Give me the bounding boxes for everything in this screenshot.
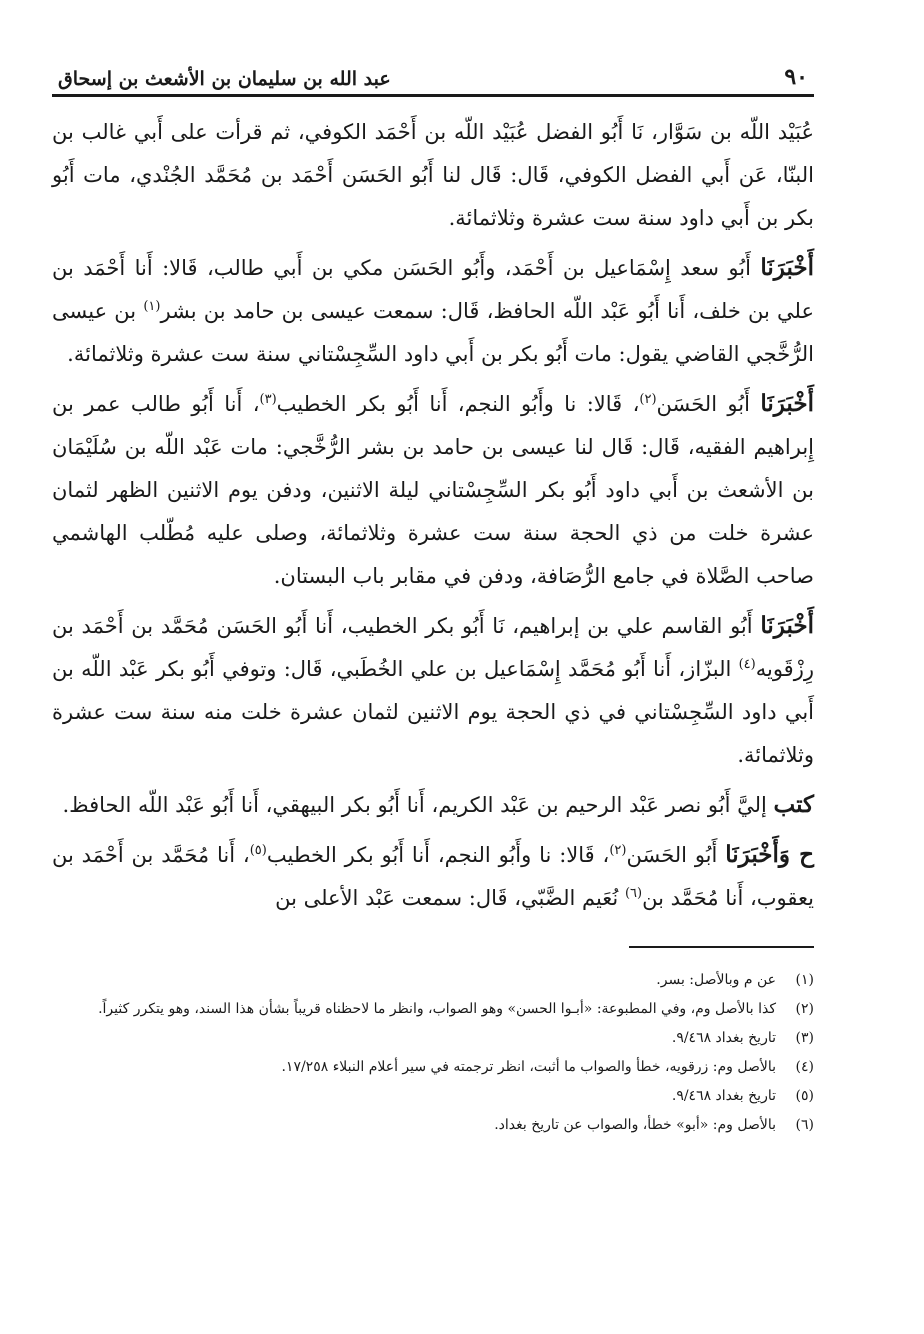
paragraph-text: إليَّ أَبُو نصر عَبْد الرحيم بن عَبْد الكريم، أَنا أَبُو بكر البيهقي، أَنا أَبُو عَبْد اللّه الحافظ. (62, 793, 767, 817)
paragraph-text: أَبُو سعد إِسْمَاعيل بن أَحْمَد، وأَبُو الحَسَن مكي بن أَبي طالب، قَالا: أَنا أَحْمَد بن علي بن خلف، أَنا أَبُو عَبْد اللّه الحافظ، قَال: سمعت عيسى بن حامد بن بشر (52, 256, 814, 323)
paragraph-text-cont: ، قَالا: نا وأَبُو النجم، أَنا أَبُو بكر الخطيب (276, 392, 640, 416)
paragraph-text: عُبَيْد اللّه بن سَوَّار، نَا أَبُو الفضل عُبَيْد اللّه بن أَحْمَد الكوفي، ثم قرأت على أَبي غالب بن البنّا، عَن أَبي الفضل الكوفي، قَال: قَال لنا أَبُو الحَسَن أَحْمَد بن مُحَمَّد الجُنْدي، مات أَبُو بكر بن أَبي داود سنة ست عشرة وثلاثمائة. (52, 120, 814, 230)
paragraph-text-cont: ، قَالا: نا وأَبُو النجم، أَنا أَبُو بكر الخطيب (266, 843, 610, 867)
paragraph-1 (52, 111, 814, 240)
footnote-number: (٢) (795, 1001, 814, 1017)
footnote-marker: (٤) (738, 657, 756, 672)
paragraph-text: أَبُو القاسم علي بن إبراهيم، نَا أَبُو بكر الخطيب، أَنا أَبُو الحَسَن مُحَمَّد بن أَحْمَد بن رِزْقَويه (52, 614, 814, 681)
footnote-text: بالأصل وم: زرقويه، خطأ والصواب ما أثبت، انظر ترجمته في سير أعلام النبلاء ١٧/٢٥٨. (281, 1059, 776, 1075)
page-header (52, 52, 814, 97)
footnote-divider (629, 946, 814, 948)
footnote-marker: (٢) (639, 392, 657, 407)
paragraph-lead: أَخْبَرَنَا (760, 612, 814, 639)
main-text (52, 111, 814, 920)
footnote-item (52, 1053, 814, 1082)
paragraph-text-cont: بن عيسى الرُّخَّجي القاضي يقول: مات أَبُو بكر بن أَبي داود السِّجِسْتاني سنة ست عشرة وثلاثمائة. (52, 299, 814, 366)
paragraph-text-cont: ، أَنا مُحَمَّد بن أَحْمَد بن يعقوب، أَنا مُحَمَّد بن (52, 843, 814, 910)
footnote-item (52, 995, 814, 1024)
footnote-item (52, 1082, 814, 1111)
paragraph-2 (52, 246, 814, 376)
paragraph-text: أَبُو الحَسَن (656, 392, 750, 416)
footnote-text: بالأصل وم: «أبو» خطأ، والصواب عن تاريخ بغداد. (494, 1117, 776, 1133)
paragraph-5 (52, 783, 814, 827)
footnote-marker: (٣) (259, 392, 277, 407)
footnote-item (52, 966, 814, 995)
paragraph-lead: أَخْبَرَنَا (760, 390, 814, 417)
footnote-text: تاريخ بغداد ٩/٤٦٨. (671, 1088, 776, 1104)
running-title: عبد الله بن سليمان بن الأشعث بن إسحاق (58, 68, 391, 90)
book-page (52, 52, 814, 1140)
footnotes (52, 966, 814, 1140)
footnote-text: عن م وبالأصل: بسر. (656, 972, 776, 988)
footnote-marker: (٥) (249, 843, 267, 858)
paragraph-lead: كتب (773, 791, 814, 818)
footnote-marker: (٢) (609, 843, 627, 858)
footnote-item (52, 1024, 814, 1053)
footnote-text: تاريخ بغداد ٩/٤٦٨. (671, 1030, 776, 1046)
footnote-number: (٦) (795, 1117, 814, 1133)
footnote-number: (١) (795, 972, 814, 988)
footnote-number: (٥) (795, 1088, 814, 1104)
paragraph-text-cont: البزّاز، أَنا أَبُو مُحَمَّد إِسْمَاعيل بن علي الخُطَبي، قَال: وتوفي أَبُو بكر عَبْد اللّه بن أَبي داود السِّجِسْتاني في ذي الحجة يوم الاثنين لثمان عشرة خلت منه سنة ست عشرة وثلاثمائة. (52, 657, 814, 767)
paragraph-text-cont: نُعَيم الضَّبّي، قَال: سمعت عَبْد الأعلى بن (275, 886, 625, 910)
footnote-number: (٣) (795, 1030, 814, 1046)
footnote-text: كذا بالأصل وم، وفي المطبوعة: «أبـوا الحسن» وهو الصواب، وانظر ما لاحظناه قريباً بشأن هذا السند، وهو يتكرر كثيراً. (98, 1001, 776, 1017)
footnote-marker: (١) (143, 299, 161, 314)
paragraph-text-cont: ، أَنا أَبُو طالب عمر بن إِبراهيم الفقيه، قَال: قَال لنا عيسى بن حامد بن بشر الرُّخَّجي: مات عَبْد اللّه بن سُلَيْمَان بن الأشعث بن أَبي داود أَبُو بكر السِّجِسْتاني ليلة الاثنين، ودفن يوم الاثنين الظهر لثمان عشرة خلت من ذي الحجة سنة ست عشرة وثلاثمائة، وصلى عليه مُطّلب الهاشمي صاحب الصَّلاة في جامع الرُّصَافة، ودفن في مقابر باب البستان. (52, 392, 814, 588)
paragraph-4 (52, 604, 814, 777)
footnote-marker: (٦) (624, 886, 643, 901)
paragraph-lead: ح وَأَخْبَرَنَا (725, 841, 815, 868)
paragraph-text: أَبُو الحَسَن (626, 843, 718, 867)
footnote-number: (٤) (795, 1059, 814, 1075)
footnote-item (52, 1111, 814, 1140)
paragraph-6 (52, 833, 814, 920)
page-number: ٩٠ (784, 64, 808, 90)
paragraph-3 (52, 382, 814, 598)
paragraph-lead: أَخْبَرَنَا (760, 254, 814, 281)
